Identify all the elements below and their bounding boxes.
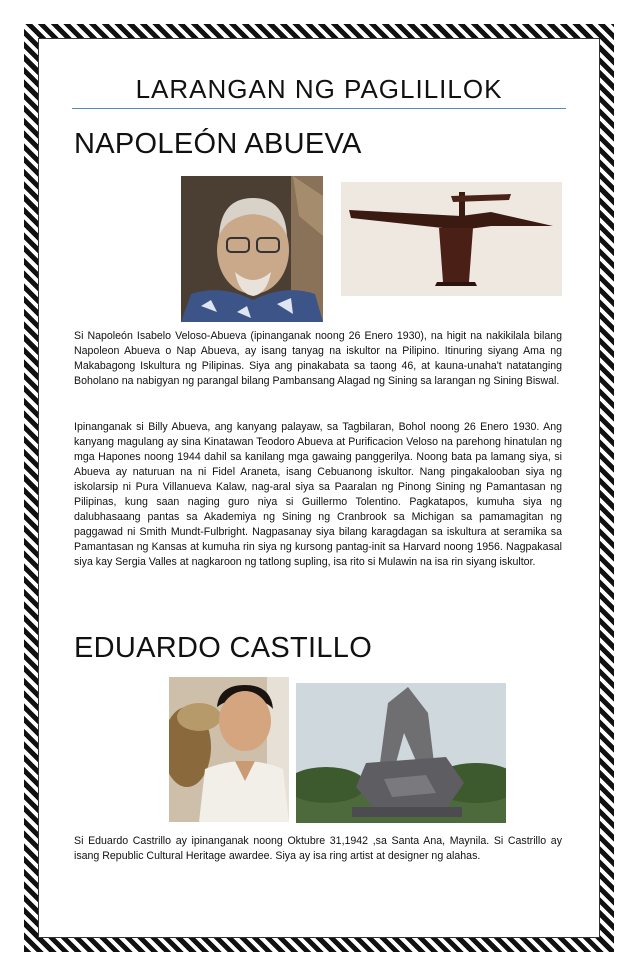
paragraph-abueva-1: Si Napoleón Isabelo Veloso-Abueva (ipinanganak noong 26 Enero 1930), na higit na nakikilala bilang Napoleon Abueva o Nap Abueva, ay isang tanyag na iskultor na Pilipino. Itinuring siyang Ama ng Makabagong Iskultura ng Pilipinas. Siya ang pinakabata sa taong 46, at kauna-unaha't natatanging Boholano na nabigyan ng parangal bilang Pambansang Alagad ng Sining sa larangan ng Sining Biswal. [74, 330, 562, 387]
title-divider [72, 108, 566, 109]
paragraph-castillo-1: Si Eduardo Castrillo ay ipinanganak noong Oktubre 31,1942 ,sa Santa Ana, Maynila. Si Castrillo ay isang Republic Cultural Heritage awardee. Siya ay isa ring artist at designer ng alahas. [74, 835, 562, 862]
section-heading-abueva: NAPOLEÓN ABUEVA [74, 128, 362, 160]
sculpture-image-abueva [341, 182, 562, 296]
section-heading-castillo: EDUARDO CASTILLO [74, 632, 373, 664]
paragraph-abueva-2: Ipinanganak si Billy Abueva, ang kanyang palayaw, sa Tagbilaran, Bohol noong 26 Enero 1930. Ang kanyang magulang ay sina Kinatawan Teodoro Abueva at Purificacion Veloso na parehong hinatulan ng mga Hapones noong 1944 dahil sa kanilang mga gawaing panggerilya. Noong bata pa lamang siya, si Abueva ay naturuan na ni Fidel Araneta, isang Cebuanong iskultor. Nang pingakalooban siya ng iskolarsip ni Pura Villanueva Kalaw, nag-aral siya sa Paaralan ng Pinong Sining ng Pamantasan ng Pilipinas, kung saan naging guro niya si Guillermo Tolentino. Pagkatapos, kumuha siya ng dalubhasaang pantas sa Akademiya ng Sining ng Cranbrook sa Michigan sa pamamagitan ng paggawad ni Smith Mundt-Fulbright. Nagpasanay siya bilang karagdagan sa iskultura at seramika sa Pamantasan ng Kansas at kumuha rin siya ng kursong pantag-init sa Harvard noong 1956. Nagpakasal siya kay Sergia Valles at nagkaroon ng tatlong supling, isa rito si Mulawin na isa rin siyang iskultor. [74, 421, 562, 568]
portrait-abueva [181, 176, 323, 322]
page-title: LARANGAN NG PAGLILILOK [135, 74, 503, 104]
portrait-castillo [169, 677, 289, 822]
sculpture-image-castillo [296, 683, 506, 823]
